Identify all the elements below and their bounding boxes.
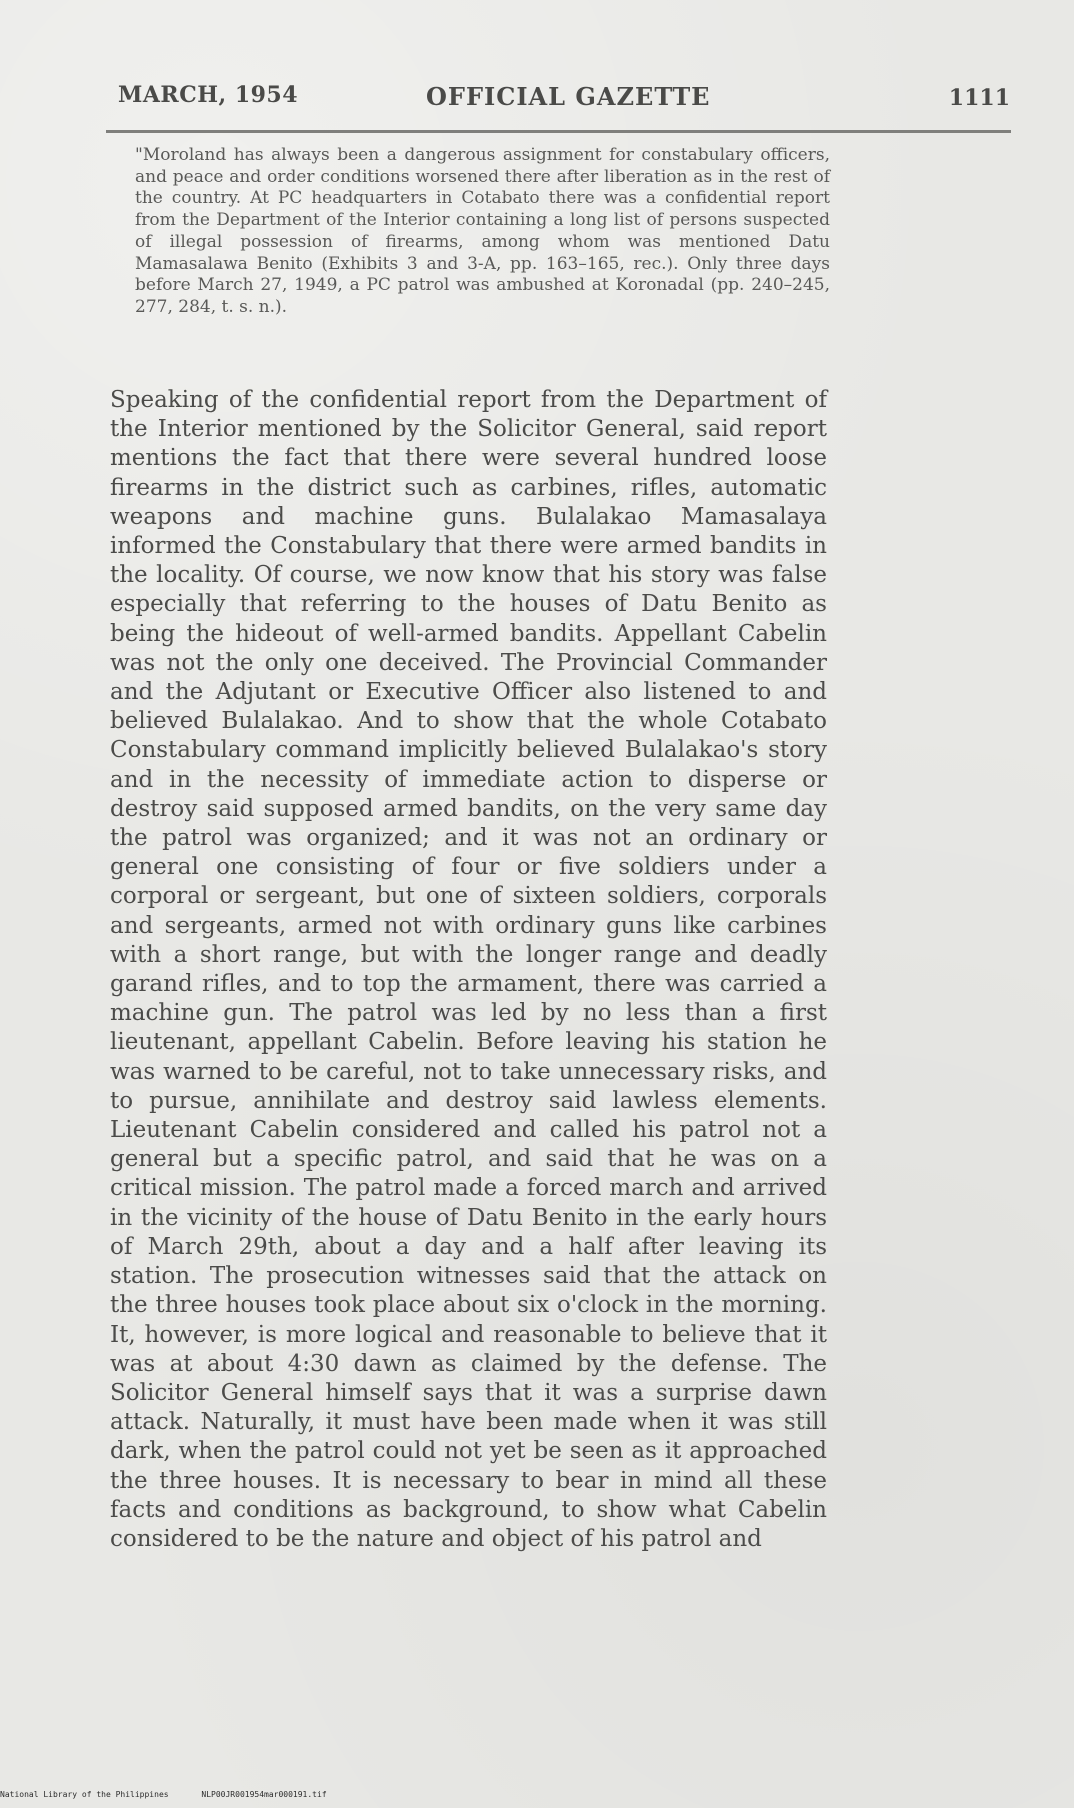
header-title: OFFICIAL GAZETTE xyxy=(426,82,711,111)
scan-footer xyxy=(0,1790,400,1799)
page-header xyxy=(118,82,1010,122)
footer-file: NLP00JR001954mar000191.tif xyxy=(201,1790,327,1799)
quoted-passage: "Moroland has always been a dangerous assignment for constabulary officers, and peace and order conditions worsened there after liberation as in the rest of the country. At PC headquarters in Cotabato there was a confidential report from the Department of the Interior containing a long list of persons suspected of illegal possession of firearms, among whom was mentioned Datu Mamasalawa Benito (Exhibits 3 and 3-A, pp. 163–165, rec.). Only three days before March 27, 1949, a PC patrol was ambushed at Koronadal (pp. 240–245, 277, 284, t. s. n.). xyxy=(135,145,830,317)
footer-library: National Library of the Philippines xyxy=(0,1790,169,1799)
header-date: MARCH, 1954 xyxy=(118,82,299,108)
page-number: 1111 xyxy=(948,85,1010,111)
header-rule xyxy=(106,130,1011,133)
body-paragraph: Speaking of the confidential report from the Department of the Interior mentioned by the Solicitor General, said report mentions the fact that there were several hundred loose firearms in the district such as carbines, rifles, automatic weapons and machine guns. Bulalakao Mamasalaya informed the Constabulary that there were armed bandits in the locality. Of course, we now know that his story was false especially that referring to the houses of Datu Benito as being the hideout of well-armed bandits. Appellant Cabelin was not the only one deceived. The Provincial Commander and the Adjutant or Executive Officer also listened to and believed Bulalakao. And to show that the whole Cotabato Constabulary command implicitly believed Bulalakao's story and in the necessity of immediate action to disperse or destroy said supposed armed bandits, on the very same day the patrol was organized; and it was not an ordinary or general one consisting of four or five soldiers under a corporal or sergeant, but one of sixteen soldiers, corporals and sergeants, armed not with ordinary guns like carbines with a short range, but with the longer range and deadly garand rifles, and to top the armament, there was carried a machine gun. The patrol was led by no less than a first lieutenant, appellant Cabelin. Before leaving his station he was warned to be careful, not to take unnecessary risks, and to pursue, annihilate and destroy said lawless elements. Lieutenant Cabelin considered and called his patrol not a general but a specific patrol, and said that he was on a critical mission. The patrol made a forced march and arrived in the vicinity of the house of Datu Benito in the early hours of March 29th, about a day and a half after leaving its station. The prosecution witnesses said that the attack on the three houses took place about six o'clock in the morning. It, however, is more logical and reasonable to believe that it was at about 4:30 dawn as claimed by the defense. The Solicitor General himself says that it was a surprise dawn attack. Naturally, it must have been made when it was still dark, when the patrol could not yet be seen as it approached the three houses. It is necessary to bear in mind all these facts and conditions as background, to show what Cabelin considered to be the nature and object of his patrol and xyxy=(110,387,827,1552)
